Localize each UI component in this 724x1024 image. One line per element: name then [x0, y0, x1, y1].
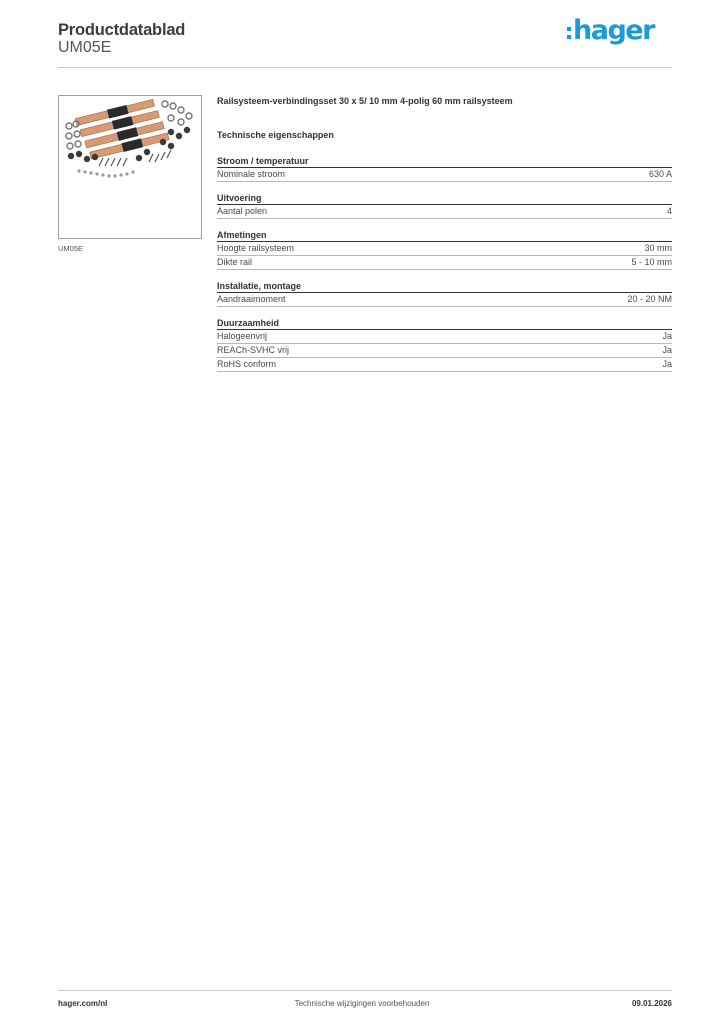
spec-group-title: Duurzaamheid: [217, 318, 672, 330]
spec-group-title: Uitvoering: [217, 193, 672, 205]
website-link[interactable]: hager.com/nl: [58, 999, 108, 1008]
spec-group-title: Stroom / temperatuur: [217, 156, 672, 168]
spec-value: Ja: [662, 359, 672, 369]
spec-row: [217, 168, 672, 182]
spec-row: [217, 330, 672, 344]
spec-value: 30 mm: [644, 243, 672, 253]
spec-value: Ja: [662, 331, 672, 341]
spec-value: 4: [666, 206, 672, 216]
hager-logo: [567, 12, 654, 48]
spec-row: [217, 344, 672, 358]
product-code: UM05E: [58, 39, 112, 56]
spec-group-title: Afmetingen: [217, 230, 672, 242]
footer-divider: [58, 990, 672, 991]
section-title: Technische eigenschappen: [217, 130, 334, 140]
spec-group-title: Installatie, montage: [217, 281, 672, 293]
spec-group-uitvoering: [217, 193, 672, 219]
spec-row: [217, 242, 672, 256]
spec-label: Aandraaimoment: [217, 294, 286, 304]
spec-row: [217, 293, 672, 307]
spec-label: Dikte rail: [217, 257, 253, 267]
spec-label: REACh-SVHC vrij: [217, 345, 290, 355]
spec-label: Hoogte railsysteem: [217, 243, 295, 253]
spec-group-stroom: [217, 156, 672, 182]
spec-group-afmetingen: [217, 230, 672, 270]
product-image: [58, 95, 202, 239]
footer-notice: Technische wijzigingen voorbehouden: [294, 999, 430, 1008]
spec-value: 5 - 10 mm: [631, 257, 672, 267]
page-title: Productdatablad: [58, 21, 186, 39]
footer-date: 09.01.2026: [631, 999, 672, 1008]
spec-row: [217, 256, 672, 270]
spec-group-duurzaamheid: [217, 318, 672, 372]
spec-group-installatie: [217, 281, 672, 307]
spec-label: RoHS conform: [217, 359, 277, 369]
spec-row: [217, 205, 672, 219]
spec-label: Nominale stroom: [217, 169, 286, 179]
busbar-kit-illustration: [59, 96, 201, 238]
logo-mark-icon: [567, 27, 571, 39]
specifications: [217, 96, 672, 383]
spec-label: Halogeenvrij: [217, 331, 268, 341]
image-caption: UM05E: [58, 244, 84, 253]
spec-label: Aantal polen: [217, 206, 268, 216]
header-divider: [58, 67, 672, 68]
spec-value: 630 A: [648, 169, 672, 179]
product-name: Railsysteem-verbindingsset 30 x 5/ 10 mm 4-polig 60 mm railsysteem: [217, 96, 513, 106]
spec-row: [217, 358, 672, 372]
logo-text: hager: [573, 14, 654, 46]
spec-value: Ja: [662, 345, 672, 355]
spec-value: 20 - 20 NM: [627, 294, 672, 304]
